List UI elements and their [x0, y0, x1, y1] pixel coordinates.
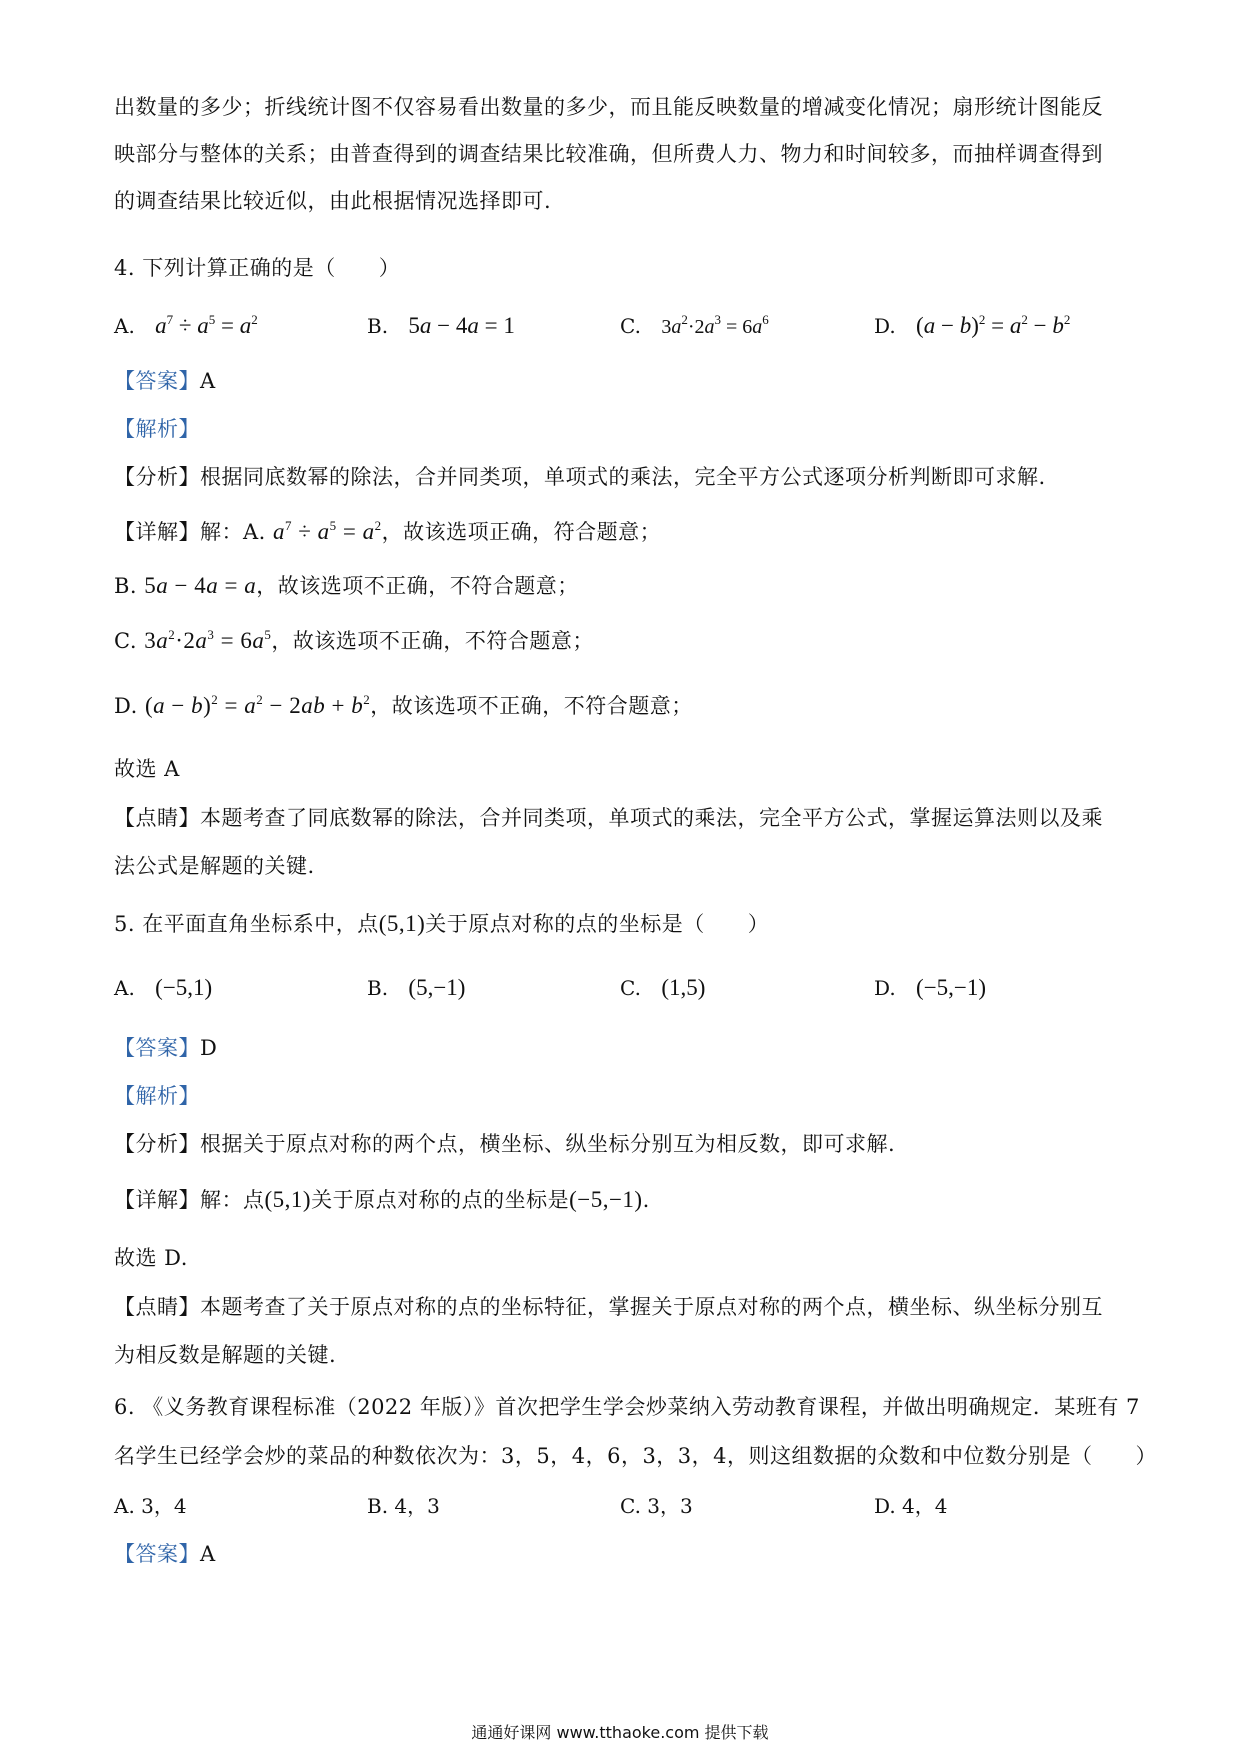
- q5-option-c-label: C.: [620, 976, 641, 1000]
- intro-line-1: 出数量的多少；折线统计图不仅容易看出数量的多少，而且能反映数量的增减变化情况；扇形统计图能反: [114, 95, 1103, 119]
- q4-c-label: C.: [114, 629, 137, 653]
- intro-line-3: 的调查结果比较近似，由此根据情况选择即可.: [114, 189, 552, 213]
- q4-option-d: D. $(a - b)^2 = a^2 - b^2$: [874, 312, 1071, 338]
- xiangjie-label: 【详解】: [114, 520, 200, 544]
- q4-option-a: A. $a^7 \div a^5 = a^2$: [114, 312, 258, 338]
- q5-stem: [114, 910, 1134, 938]
- q5-option-d-label: D.: [874, 976, 896, 1000]
- q6-stem-2: 名学生已经学会炒的菜品的种数依次为：3，5，4，6，3，3，4，则这组数据的众数和中位数分别是（ ）: [114, 1444, 1158, 1468]
- q6-stem-1: 6. 《义务教育课程标准（2022 年版）》首次把学生学会炒菜纳入劳动教育课程，并做出明确规定．某班有 7: [114, 1395, 1140, 1419]
- q5-option-a: [114, 974, 212, 1002]
- q5-xiangjie-end: .: [642, 1188, 650, 1212]
- q5-dianjing-1: [114, 1293, 1134, 1321]
- q5-option-c: [620, 974, 705, 1002]
- q4-fenxi-text: 根据同底数幂的除法，合并同类项，单项式的乘法，完全平方公式逐项分析判断即可求解.: [200, 465, 1046, 489]
- q4-text-c: ，故该选项不正确，不符合题意；: [271, 629, 594, 653]
- fenxi-label: 【分析】: [114, 1132, 200, 1156]
- q6-answer-value: A: [200, 1542, 216, 1566]
- q5-xiangjie-2: 关于原点对称的点的坐标是: [311, 1188, 570, 1212]
- q4-option-a-label: A.: [114, 314, 135, 338]
- q5-option-c-value: (1,5): [661, 975, 706, 1000]
- dianjing-label: 【点睛】: [114, 806, 200, 830]
- q6-option-b: B. 4，3: [367, 1494, 440, 1518]
- dianjing-label: 【点睛】: [114, 1295, 200, 1319]
- q5-option-b-label: B.: [367, 976, 389, 1000]
- q4-xiangjie-d: D. $(a - b)^2 = a^2 - 2ab + b^2$，故该选项不正确，不符合题意；: [114, 692, 693, 718]
- q5-option-d-value: (−5,−1): [916, 975, 987, 1000]
- q4-xiangjie-c: C. $3a^2\cdot 2a^3 = 6a^5$，故该选项不正确，不符合题意；: [114, 627, 594, 653]
- q4-dianjing-text-1: 本题考查了同底数幂的除法，合并同类项，单项式的乘法，完全平方公式，掌握运算法则以及乘: [200, 806, 1103, 830]
- q5-dianjing-2: 为相反数是解题的关键.: [114, 1343, 337, 1367]
- q4-option-b-label: B.: [367, 314, 389, 338]
- q5-fenxi: [114, 1130, 1134, 1158]
- q5-option-a-value: (−5,1): [155, 975, 213, 1000]
- intro-line-2: 映部分与整体的关系；由普查得到的调查结果比较准确，但所费人力、物力和时间较多，而抽样调查得到: [114, 142, 1103, 166]
- q4-jiexi-label: 【解析】: [114, 417, 200, 441]
- q5-fenxi-text: 根据关于原点对称的两个点，横坐标、纵坐标分别互为相反数，即可求解.: [200, 1132, 896, 1156]
- q4-option-c-label: C.: [620, 314, 641, 338]
- q4-text-d: ，故该选项不正确，不符合题意；: [370, 694, 693, 718]
- q5-option-a-label: A.: [114, 976, 135, 1000]
- answer-label: 【答案】: [114, 1542, 200, 1566]
- page-footer: 通通好课网 www.tthaoke.com 提供下载: [471, 1723, 769, 1742]
- answer-label: 【答案】: [114, 1036, 200, 1060]
- q5-dianjing-text-1: 本题考查了关于原点对称的点的坐标特征，掌握关于原点对称的两个点，横坐标、纵坐标分别互: [200, 1295, 1103, 1319]
- q4-answer-value: A: [200, 369, 216, 393]
- q4-fenxi: [114, 463, 1134, 491]
- answer-label: 【答案】: [114, 369, 200, 393]
- q5-answer-value: D: [200, 1036, 218, 1060]
- q5-xiangjie-result: (−5,−1): [569, 1187, 643, 1212]
- q5-option-d: [874, 974, 986, 1002]
- q4-dianjing-2: 法公式是解题的关键.: [114, 854, 315, 878]
- q5-answer: [114, 1034, 1134, 1062]
- q4-text-b: ，故该选项不正确，不符合题意；: [256, 574, 579, 598]
- q5-option-b-value: (5,−1): [408, 975, 466, 1000]
- q6-option-d: D. 4，4: [874, 1494, 948, 1518]
- q5-stem-1: 5. 在平面直角坐标系中，点: [114, 912, 379, 936]
- q4-text-a: ，故该选项正确，符合题意；: [381, 520, 662, 544]
- q4-option-d-label: D.: [874, 314, 896, 338]
- xiangjie-label: 【详解】: [114, 1188, 200, 1212]
- q5-jiexi-label: 【解析】: [114, 1084, 200, 1108]
- q4-option-b: B. 5a − 4a = 1: [367, 313, 515, 338]
- q6-option-c: C. 3，3: [620, 1494, 693, 1518]
- q5-conclusion: 故选 D.: [114, 1246, 188, 1270]
- q4-option-c: C. $3a^2\cdot 2a^3 = 6a^6$: [620, 312, 769, 338]
- q4-xiangjie-a: 【详解】解：A. $a^7 \div a^5 = a^2$，故该选项正确，符合题意；: [114, 518, 662, 544]
- q4-answer: [114, 367, 1134, 395]
- q5-xiangjie-1: 解：点: [200, 1188, 265, 1212]
- fenxi-label: 【分析】: [114, 465, 200, 489]
- q5-point: (5,1): [378, 911, 426, 936]
- q4-xiangjie-prefix: 解：A.: [200, 520, 266, 544]
- q6-option-a: A. 3，4: [114, 1494, 187, 1518]
- q4-xiangjie-b: B. 5a − 4a = a，故该选项不正确，不符合题意；: [114, 573, 579, 598]
- q4-stem: 4. 下列计算正确的是（ ）: [114, 256, 401, 280]
- q4-conclusion: 故选 A: [114, 757, 180, 781]
- q5-xiangjie: [114, 1186, 1134, 1214]
- q4-dianjing-1: [114, 804, 1134, 832]
- q5-stem-2: 关于原点对称的点的坐标是（ ）: [425, 912, 770, 936]
- q4-b-label: B.: [114, 574, 138, 598]
- q5-xiangjie-point: (5,1): [264, 1187, 312, 1212]
- q5-option-b: [367, 974, 465, 1002]
- q6-answer: [114, 1540, 1134, 1568]
- q4-d-label: D.: [114, 694, 138, 718]
